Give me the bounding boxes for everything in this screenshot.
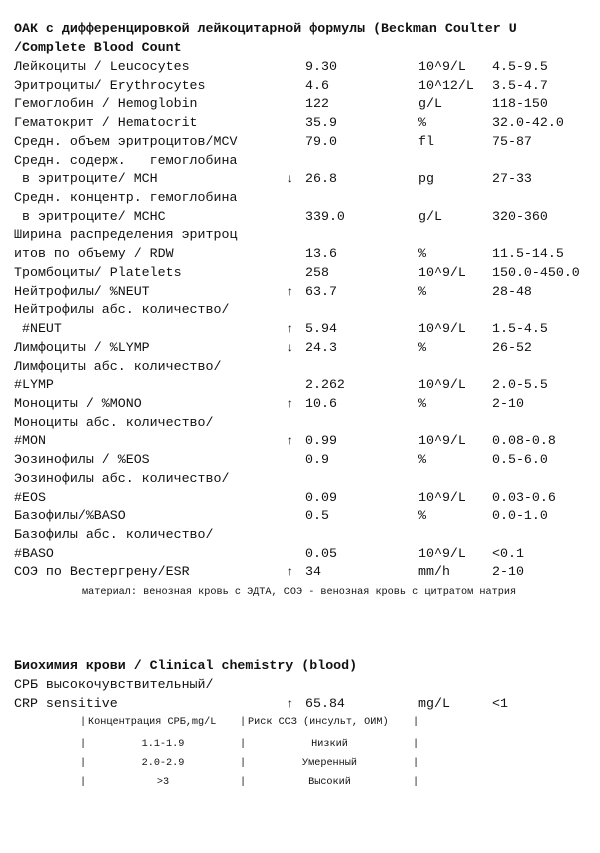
- table-separator: |: [413, 777, 420, 788]
- table-separator: |: [80, 717, 87, 728]
- result-value: 0.9: [305, 452, 329, 468]
- table-separator: |: [413, 717, 420, 728]
- table-separator: |: [80, 758, 87, 769]
- result-unit: %: [418, 395, 426, 411]
- result-name: СОЭ по Вестергрену/ESR: [14, 564, 190, 580]
- high-flag-icon: ↑: [286, 396, 294, 411]
- result-value: 122: [305, 96, 329, 112]
- result-reference: 26-52: [492, 339, 532, 355]
- result-value: 0.05: [305, 545, 337, 561]
- table-separator: |: [240, 777, 247, 788]
- risk-level: Высокий: [308, 777, 351, 788]
- result-name: Базофилы/%BASO: [14, 508, 126, 524]
- low-flag-icon: ↓: [286, 340, 294, 355]
- result-value: 5.94: [305, 321, 337, 337]
- high-flag-icon: ↑: [286, 565, 294, 580]
- result-name: Эритроциты/ Erythrocytes: [14, 77, 206, 93]
- result-reference: 32.0-42.0: [492, 115, 564, 131]
- crp-high-flag: ↑: [286, 697, 294, 711]
- result-value: 26.8: [305, 171, 337, 187]
- table-separator: |: [240, 758, 247, 769]
- crp-name: CRP sensitive: [14, 696, 118, 711]
- result-name: #MON: [14, 433, 46, 449]
- result-value: 0.09: [305, 489, 337, 505]
- result-name: Эозинофилы абс. количество/: [14, 470, 230, 486]
- result-name: итов по объему / RDW: [14, 246, 174, 262]
- cbc-subtitle: /Complete Blood Count: [14, 39, 182, 55]
- result-reference: 118-150: [492, 96, 548, 112]
- low-flag-icon: ↓: [286, 172, 294, 187]
- table-header-concentration: Концентрация СРБ,mg/L: [88, 717, 217, 728]
- result-value: 34: [305, 564, 321, 580]
- result-name: Средн. содерж. гемоглобина: [14, 152, 238, 168]
- result-reference: 0.08-0.8: [492, 433, 556, 449]
- result-name: Нейтрофилы абс. количество/: [14, 302, 230, 318]
- result-unit: pg: [418, 171, 434, 187]
- risk-concentration: 2.0-2.9: [141, 758, 185, 769]
- result-reference: 0.5-6.0: [492, 452, 548, 468]
- result-value: 9.30: [305, 59, 337, 74]
- table-separator: |: [240, 739, 247, 750]
- result-value: 0.99: [305, 433, 337, 449]
- result-name: в эритроците/ MCHC: [14, 208, 166, 224]
- chemistry-title: Биохимия крови / Clinical chemistry (blood): [14, 658, 358, 673]
- result-reference: 4.5-9.5: [492, 59, 548, 74]
- result-unit: g/L: [418, 96, 442, 112]
- table-header-risk: Риск ССЗ (инсульт, ОИМ): [248, 717, 389, 728]
- result-unit: %: [418, 339, 426, 355]
- result-name: в эритроците/ MCH: [14, 171, 158, 187]
- result-reference: 11.5-14.5: [492, 246, 564, 262]
- result-reference: 0.0-1.0: [492, 508, 548, 524]
- result-value: 339.0: [305, 208, 345, 224]
- result-unit: %: [418, 246, 426, 262]
- result-unit: 10^9/L: [418, 489, 466, 505]
- result-reference: 3.5-4.7: [492, 77, 548, 93]
- result-name: Тромбоциты/ Platelets: [14, 264, 182, 280]
- result-name: Моноциты / %MONO: [14, 395, 142, 411]
- result-unit: 10^9/L: [418, 264, 466, 280]
- result-name: Эозинофилы / %EOS: [14, 452, 150, 468]
- result-reference: 2.0-5.5: [492, 377, 548, 393]
- result-unit: 10^9/L: [418, 377, 466, 393]
- crp-name-line1: СРБ высокочувствительный/: [14, 677, 214, 692]
- result-unit: 10^9/L: [418, 321, 466, 337]
- table-separator: |: [80, 777, 87, 788]
- result-name: #BASO: [14, 545, 54, 561]
- result-value: 79.0: [305, 133, 337, 149]
- result-reference: 28-48: [492, 283, 532, 299]
- result-reference: 27-33: [492, 171, 532, 187]
- result-unit: 10^12/L: [418, 77, 474, 93]
- result-unit: 10^9/L: [418, 545, 466, 561]
- table-separator: |: [240, 717, 247, 728]
- result-name: #NEUT: [14, 321, 62, 337]
- result-reference: <0.1: [492, 545, 524, 561]
- result-reference: 150.0-450.0: [492, 264, 580, 280]
- result-reference: 0.03-0.6: [492, 489, 556, 505]
- result-name: Гемоглобин / Hemoglobin: [14, 96, 198, 112]
- result-unit: fl: [418, 133, 434, 149]
- risk-level: Умеренный: [301, 758, 358, 769]
- result-reference: 2-10: [492, 564, 524, 580]
- result-reference: 320-360: [492, 208, 548, 224]
- result-unit: 10^9/L: [418, 59, 466, 74]
- result-name: Лейкоциты / Leucocytes: [14, 59, 190, 74]
- result-value: 63.7: [305, 283, 337, 299]
- result-unit: g/L: [418, 208, 442, 224]
- result-name: Ширина распределения эритроц: [14, 227, 238, 243]
- result-value: 2.262: [305, 377, 345, 393]
- result-name: Средн. объем эритроцитов/MCV: [14, 133, 238, 149]
- result-name: #EOS: [14, 489, 46, 505]
- crp-ref: <1: [492, 696, 508, 711]
- high-flag-icon: ↑: [286, 322, 294, 337]
- result-name: Гематокрит / Hematocrit: [14, 115, 198, 131]
- result-value: 13.6: [305, 246, 337, 262]
- result-unit: %: [418, 115, 426, 131]
- specimen-note: материал: венозная кровь с ЭДТА, СОЭ - венозная кровь с цитратом натрия: [82, 587, 517, 598]
- table-separator: |: [413, 758, 420, 769]
- result-name: #LYMP: [14, 377, 54, 393]
- risk-level: Низкий: [311, 739, 348, 750]
- cbc-title: ОАК с дифференцировкой лейкоцитарной формулы (Beckman Coulter U: [14, 21, 517, 36]
- result-unit: %: [418, 452, 426, 468]
- table-separator: |: [80, 739, 87, 750]
- high-flag-icon: ↑: [286, 284, 294, 299]
- result-unit: 10^9/L: [418, 433, 466, 449]
- result-name: Базофилы абс. количество/: [14, 527, 214, 542]
- crp-value: 65.84: [305, 696, 345, 711]
- result-name: Лимфоциты абс. количество/: [14, 358, 222, 374]
- result-value: 10.6: [305, 395, 337, 411]
- result-value: 24.3: [305, 339, 337, 355]
- result-unit: mm/h: [418, 564, 450, 580]
- result-reference: 1.5-4.5: [492, 321, 548, 337]
- result-reference: 2-10: [492, 395, 524, 411]
- result-value: 0.5: [305, 508, 329, 524]
- result-name: Средн. концентр. гемоглобина: [14, 190, 238, 206]
- risk-concentration: >3: [156, 777, 170, 788]
- result-unit: %: [418, 283, 426, 299]
- result-reference: 75-87: [492, 133, 532, 149]
- risk-concentration: 1.1-1.9: [141, 739, 185, 750]
- result-unit: %: [418, 508, 426, 524]
- crp-unit: mg/L: [418, 696, 450, 711]
- result-name: Лимфоциты / %LYMP: [14, 339, 150, 355]
- high-flag-icon: ↑: [286, 434, 294, 449]
- table-separator: |: [413, 739, 420, 750]
- result-value: 258: [305, 264, 329, 280]
- result-value: 35.9: [305, 115, 337, 131]
- result-value: 4.6: [305, 77, 329, 93]
- result-name: Нейтрофилы/ %NEUT: [14, 283, 150, 299]
- result-name: Моноциты абс. количество/: [14, 414, 214, 430]
